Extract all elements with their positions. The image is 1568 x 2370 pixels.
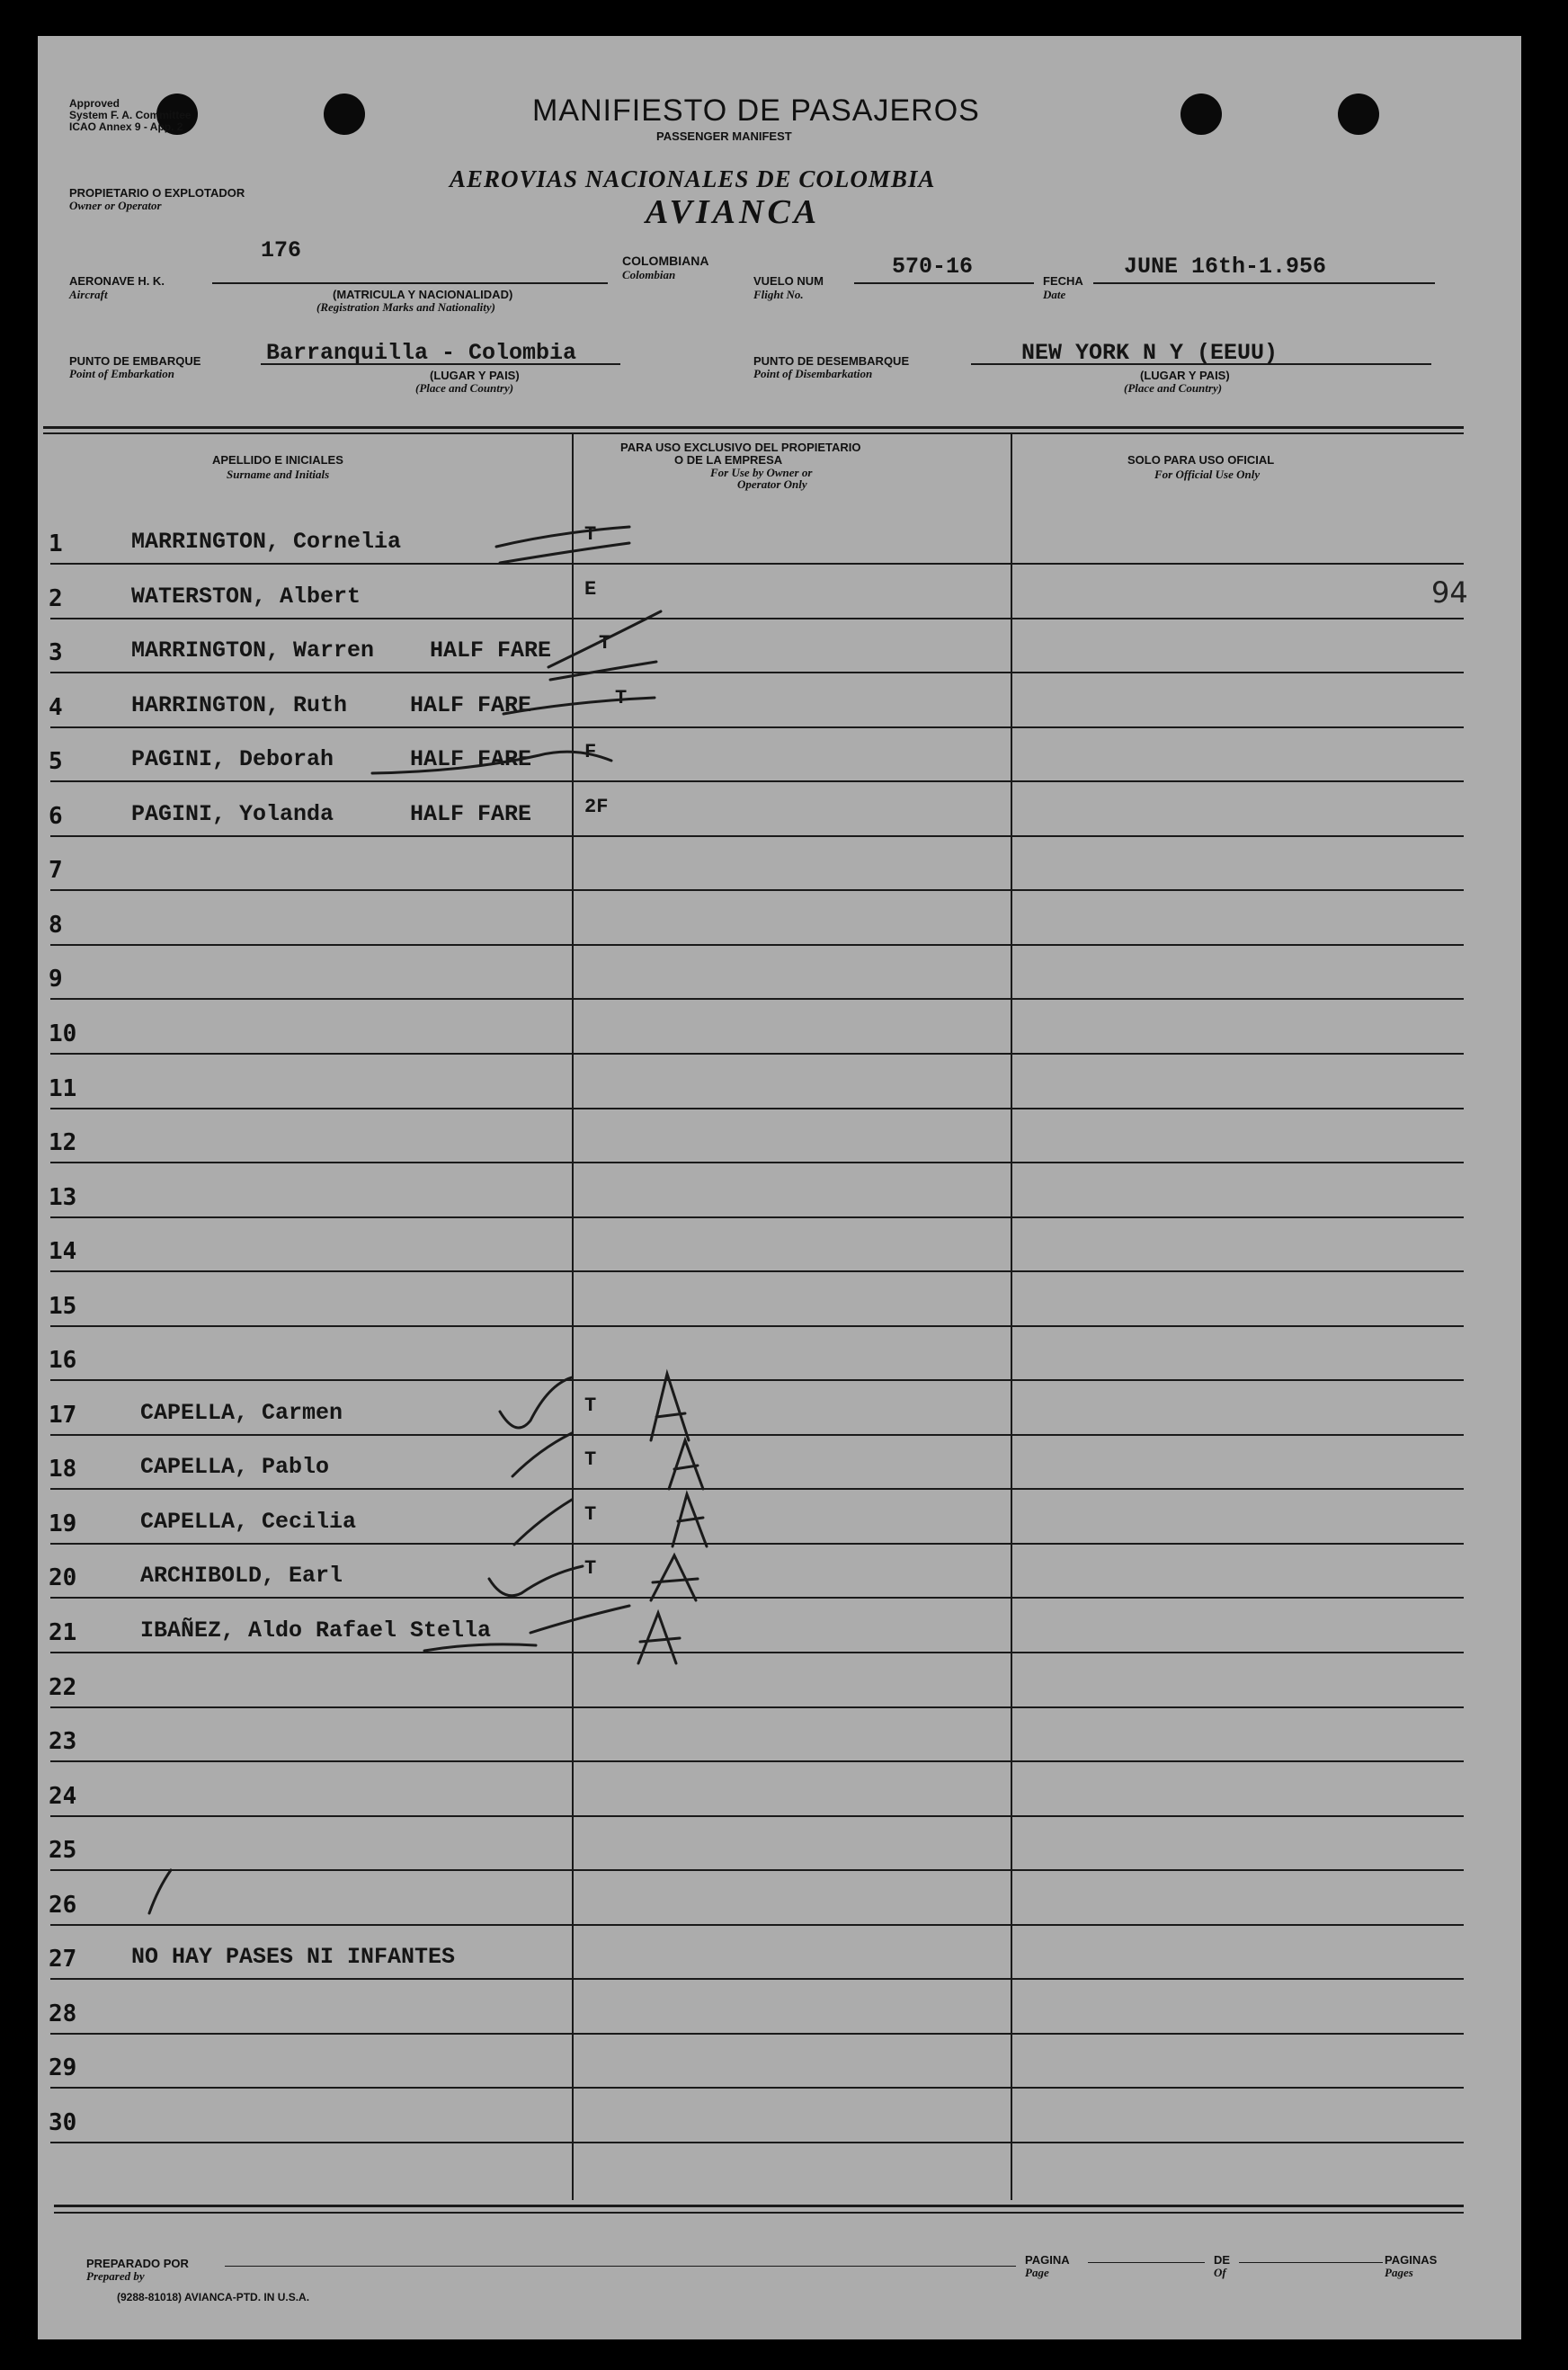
row-number: 11 <box>49 1075 77 1102</box>
row-rule <box>50 1488 1464 1490</box>
row-rule <box>50 889 1464 891</box>
embark-place: Barranquilla - Colombia <box>266 340 577 366</box>
row-rule <box>50 1379 1464 1381</box>
row-number: 13 <box>49 1184 77 1211</box>
date-label-en: Date <box>1043 288 1066 301</box>
row-number: 3 <box>49 639 63 666</box>
row-number: 17 <box>49 1402 77 1429</box>
row-rule <box>50 1053 1464 1055</box>
date-label: FECHA <box>1043 274 1083 288</box>
passenger-name: IBAÑEZ, Aldo Rafael Stella <box>140 1617 492 1644</box>
pages-line <box>1239 2262 1383 2263</box>
passenger-name: NO HAY PASES NI INFANTES <box>131 1944 456 1970</box>
passenger-name: ARCHIBOLD, Earl <box>140 1563 343 1589</box>
owner-code: F <box>584 741 597 763</box>
page-label: PAGINA <box>1025 2253 1070 2267</box>
of-label: DE <box>1214 2253 1231 2267</box>
column-header-surname: APELLIDO E INICIALES <box>212 453 343 467</box>
disembark-label-en: Point of Disembarkation <box>753 367 873 380</box>
passenger-name: CAPELLA, Carmen <box>140 1400 343 1426</box>
pages-label-en: Pages <box>1385 2266 1413 2279</box>
row-number: 15 <box>49 1293 77 1320</box>
row-rule <box>50 2142 1464 2143</box>
row-rule <box>50 726 1464 728</box>
row-rule <box>50 1978 1464 1980</box>
column-header-official-en: For Official Use Only <box>1154 468 1261 481</box>
aircraft-line <box>212 282 608 284</box>
row-number: 18 <box>49 1456 77 1483</box>
row-rule <box>50 1543 1464 1545</box>
row-number: 16 <box>49 1347 77 1374</box>
row-rule <box>50 563 1464 565</box>
passenger-name: WATERSTON, Albert <box>131 584 361 610</box>
row-number: 7 <box>49 857 63 884</box>
flight-label-en: Flight No. <box>753 288 804 301</box>
nationality-label-en: Colombian <box>622 268 676 281</box>
row-number: 2 <box>49 585 63 612</box>
row-rule <box>50 1216 1464 1218</box>
passenger-name: MARRINGTON, Cornelia <box>131 529 402 555</box>
row-rule <box>50 1108 1464 1109</box>
passenger-name: PAGINI, Deborah <box>131 746 334 772</box>
owner-code: 2F <box>584 796 609 818</box>
embark-label: PUNTO DE EMBARQUE <box>69 354 201 368</box>
row-number: 27 <box>49 1946 77 1973</box>
row-rule <box>50 1162 1464 1163</box>
row-number: 21 <box>49 1619 77 1646</box>
flight-date: JUNE 16th-1.956 <box>1124 254 1327 280</box>
fare-note: HALF FARE <box>410 746 532 772</box>
disembark-place-label-en: (Place and Country) <box>1124 381 1223 395</box>
row-number: 22 <box>49 1674 77 1701</box>
aircraft-label: AERONAVE H. K. <box>69 274 165 288</box>
row-number: 8 <box>49 912 63 939</box>
table-top-rule-2 <box>43 432 1464 434</box>
row-rule <box>50 1270 1464 1272</box>
table-bottom-rule-2 <box>54 2212 1464 2214</box>
fare-note: HALF FARE <box>410 801 532 827</box>
flight-line <box>854 282 1034 284</box>
owner-code: T <box>584 1503 597 1526</box>
aircraft-number: 176 <box>261 237 302 263</box>
owner-code: T <box>584 1448 597 1471</box>
owner-code: T <box>584 1557 597 1580</box>
embark-place-label-en: (Place and Country) <box>415 381 514 395</box>
column-header-owner-en-2: Operator Only <box>737 477 807 491</box>
row-rule <box>50 1706 1464 1708</box>
row-rule <box>50 1869 1464 1871</box>
owner-code: E <box>584 578 597 601</box>
row-number: 19 <box>49 1510 77 1537</box>
disembark-place-label: (LUGAR Y PAIS) <box>1140 369 1230 382</box>
punch-hole-right-1 <box>1180 94 1222 135</box>
pages-label: PAGINAS <box>1385 2253 1438 2267</box>
column-header-surname-en: Surname and Initials <box>227 468 330 481</box>
row-rule <box>50 2033 1464 2035</box>
date-line <box>1093 282 1435 284</box>
row-number: 9 <box>49 966 63 993</box>
row-number: 1 <box>49 530 63 557</box>
row-rule <box>50 1652 1464 1653</box>
passenger-name: PAGINI, Yolanda <box>131 801 334 827</box>
prepared-line <box>225 2266 1016 2267</box>
row-number: 25 <box>49 1837 77 1864</box>
of-label-en: Of <box>1214 2266 1226 2279</box>
row-rule <box>50 618 1464 619</box>
owner-code: T <box>599 632 611 655</box>
page-label-en: Page <box>1025 2266 1049 2279</box>
row-number: 29 <box>49 2054 77 2081</box>
row-number: 14 <box>49 1238 77 1265</box>
column-header-official: SOLO PARA USO OFICIAL <box>1127 453 1275 467</box>
approved-line-1: Approved <box>69 97 120 110</box>
flight-number: 570-16 <box>892 254 974 280</box>
row-number: 23 <box>49 1728 77 1755</box>
owner-code: T <box>584 523 597 546</box>
prepared-label: PREPARADO POR <box>86 2257 189 2270</box>
column-header-owner-2: O DE LA EMPRESA <box>674 453 783 467</box>
column-divider-2 <box>1011 434 1012 2200</box>
flight-label: VUELO NUM <box>753 274 824 288</box>
table-top-rule <box>43 426 1464 429</box>
passenger-name: MARRINGTON, Warren <box>131 637 375 664</box>
row-rule <box>50 2087 1464 2089</box>
fare-note: HALF FARE <box>430 637 552 664</box>
embark-label-en: Point of Embarkation <box>69 367 175 380</box>
row-number: 26 <box>49 1892 77 1919</box>
row-number: 4 <box>49 694 63 721</box>
row-number: 12 <box>49 1129 77 1156</box>
airline-name: AVIANCA <box>646 193 821 231</box>
embark-place-label: (LUGAR Y PAIS) <box>430 369 520 382</box>
passenger-name: HARRINGTON, Ruth <box>131 692 348 718</box>
page-subtitle: PASSENGER MANIFEST <box>656 129 792 143</box>
row-number: 5 <box>49 748 63 775</box>
page-line <box>1088 2262 1205 2263</box>
airline-line: AEROVIAS NACIONALES DE COLOMBIA <box>450 165 936 192</box>
disembark-label: PUNTO DE DESEMBARQUE <box>753 354 910 368</box>
fare-note: HALF FARE <box>410 692 532 718</box>
aircraft-label-en: Aircraft <box>69 288 108 301</box>
row-rule <box>50 780 1464 782</box>
registration-label: (MATRICULA Y NACIONALIDAD) <box>333 288 513 301</box>
row-rule <box>50 835 1464 837</box>
row-rule <box>50 1760 1464 1762</box>
row-rule <box>50 672 1464 673</box>
owner-label: PROPIETARIO O EXPLOTADOR <box>69 186 245 200</box>
row-rule <box>50 1434 1464 1436</box>
row-number: 20 <box>49 1564 77 1591</box>
column-header-owner-1: PARA USO EXCLUSIVO DEL PROPIETARIO <box>620 441 861 454</box>
approved-line-2: System F. A. Committee <box>69 109 192 121</box>
owner-code: T <box>584 1394 597 1417</box>
row-number: 6 <box>49 803 63 830</box>
prepared-label-en: Prepared by <box>86 2269 145 2283</box>
punch-hole-right-2 <box>1338 94 1379 135</box>
side-annotation: 94 <box>1431 575 1468 610</box>
row-rule <box>50 1924 1464 1926</box>
passenger-name: CAPELLA, Pablo <box>140 1454 330 1480</box>
row-number: 30 <box>49 2109 77 2136</box>
page-title: MANIFIESTO DE PASAJEROS <box>532 94 980 128</box>
row-number: 10 <box>49 1020 77 1047</box>
row-rule <box>50 1325 1464 1327</box>
row-number: 24 <box>49 1783 77 1810</box>
row-rule <box>50 944 1464 946</box>
passenger-name: CAPELLA, Cecilia <box>140 1509 357 1535</box>
registration-label-en: (Registration Marks and Nationality) <box>316 300 495 314</box>
column-divider-1 <box>572 434 574 2200</box>
row-rule <box>50 1815 1464 1817</box>
form-code: (9288-81018) AVIANCA-PTD. IN U.S.A. <box>117 2291 310 2303</box>
owner-code: T <box>615 687 628 709</box>
approved-line-3: ICAO Annex 9 - App. 2 <box>69 120 183 133</box>
manifest-page <box>38 36 1521 2339</box>
row-rule <box>50 998 1464 1000</box>
punch-hole-left-2 <box>324 94 365 135</box>
row-number: 28 <box>49 2000 77 2027</box>
nationality-label: COLOMBIANA <box>622 254 709 268</box>
column-header-owner-en-1: For Use by Owner or <box>710 466 813 479</box>
disembark-place: NEW YORK N Y (EEUU) <box>1021 340 1278 366</box>
row-rule <box>50 1597 1464 1599</box>
owner-label-en: Owner or Operator <box>69 199 162 212</box>
table-bottom-rule <box>54 2205 1464 2207</box>
